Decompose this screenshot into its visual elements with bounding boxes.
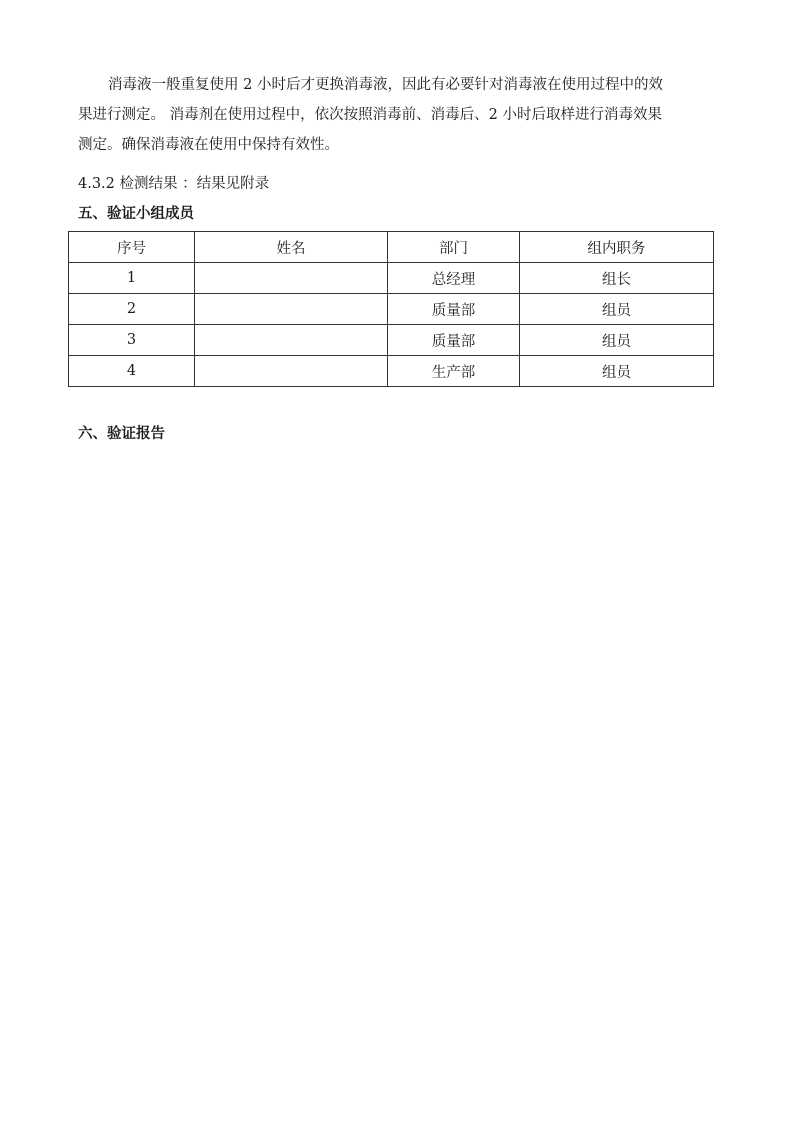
cell-department: 生产部 (388, 356, 520, 387)
column-header-role: 组内职务 (520, 232, 714, 263)
section-heading-team-members: 五、验证小组成员 (78, 206, 194, 222)
cell-no: 4 (69, 356, 195, 387)
detection-result-line (78, 172, 269, 193)
cell-no: 3 (69, 325, 195, 356)
cell-role: 组员 (520, 294, 714, 325)
cell-department: 质量部 (388, 294, 520, 325)
cell-name (195, 294, 388, 325)
table-row (69, 325, 714, 356)
detection-result-label: 检测结果 (119, 176, 178, 192)
cell-name (195, 356, 388, 387)
paragraph-line-text: 消毒液一般重复使用 2 小时后才更换消毒液，因此有必要针对消毒液在使用过程中的效 (108, 77, 663, 93)
table-header-row (69, 232, 714, 263)
cell-role: 组长 (520, 263, 714, 294)
paragraph-line: 测定。确保消毒液在使用中保持有效性。 (78, 137, 339, 153)
cell-department: 总经理 (388, 263, 520, 294)
table-row (69, 263, 714, 294)
cell-name (195, 263, 388, 294)
team-members-table (68, 231, 714, 387)
detection-result-value: 结果见附录 (196, 176, 270, 192)
column-header-name: 姓名 (195, 232, 388, 263)
cell-name (195, 325, 388, 356)
cell-role: 组员 (520, 325, 714, 356)
section-heading-validation-report: 六、验证报告 (78, 426, 165, 442)
paragraph-line (78, 70, 718, 100)
cell-department: 质量部 (388, 325, 520, 356)
cell-no: 1 (69, 263, 195, 294)
section-number: 4.3.2 (78, 176, 115, 192)
cell-role: 组员 (520, 356, 714, 387)
column-header-no: 序号 (69, 232, 195, 263)
table-row (69, 294, 714, 325)
column-header-department: 部门 (388, 232, 520, 263)
paragraph-line: 果进行测定。 消毒剂在使用过程中，依次按照消毒前、消毒后、2 小时后取样进行消毒效果 (78, 107, 662, 123)
paragraph-disinfectant-usage (78, 70, 718, 160)
cell-no: 2 (69, 294, 195, 325)
detection-result-separator: ： (182, 176, 197, 192)
table-row (69, 356, 714, 387)
